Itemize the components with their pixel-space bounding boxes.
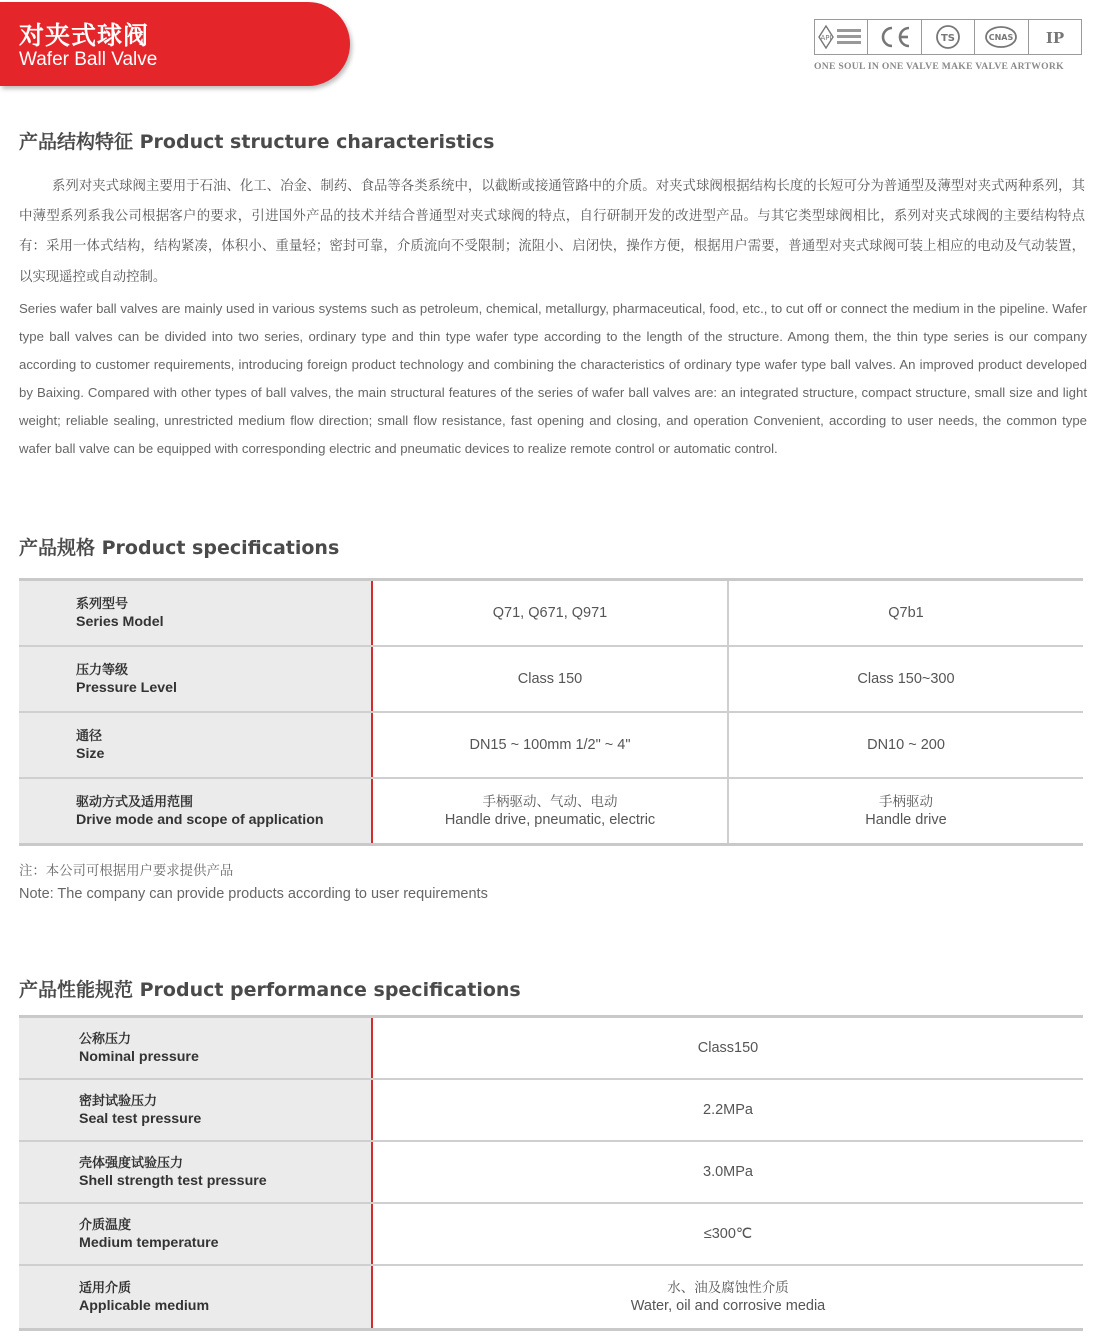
value-en: 2.2MPa [703, 1102, 753, 1118]
api-logo-text: API [820, 34, 832, 42]
value-cell [373, 581, 729, 645]
label-en: Size [76, 745, 105, 762]
value-cell [373, 1266, 1083, 1328]
label-cn: 密封试验压力 [79, 1093, 158, 1109]
value-en: ≤300℃ [703, 1226, 753, 1242]
value-cell [373, 1018, 1083, 1078]
label-cn: 公称压力 [79, 1031, 132, 1047]
row-label [19, 1204, 373, 1264]
performance-heading: 产品性能规范 Product performance specifications [19, 979, 521, 1001]
row-label [19, 1142, 373, 1202]
row-label [19, 581, 373, 645]
table-row [19, 581, 1083, 647]
specifications-table [19, 578, 1083, 846]
company-slogan: ONE SOUL IN ONE VALVE MAKE VALVE ARTWORK [814, 61, 1064, 72]
specifications-note [19, 861, 488, 905]
row-label [19, 713, 373, 777]
cnas-mark-text: CNAS [989, 33, 1014, 42]
value-en: Class150 [697, 1040, 759, 1056]
value-cn: 手柄驱动 [879, 794, 933, 810]
label-cn: 驱动方式及适用范围 [76, 794, 194, 810]
row-label [19, 1266, 373, 1328]
structure-paragraph-en: Series wafer ball valves are mainly used in various systems such as petroleum, chemical, metallurgy, pharmaceutical, food, etc., to cut off or connect the medium in the pipeline. Wafer type ball valves can be divided into two series, ordinary type and thin type wafer type according to the length of the structure. Among them, the thin type series is our company according to customer requirements, introducing foreign product technology and combining the characteristics of ordinary type wafer type ball valves. An improved product developed by Baixing. Compared with other types of ball valves, the main structural features of the series of wafer ball valves are: an integrated structure, compact structure, small size and light weight; reliable sealing, unrestricted medium flow direction; small flow resistance, fast opening and closing, and operation Convenient, according to user needs, the common type wafer ball valve can be equipped with corresponding electric and pneumatic devices to realize remote control or automatic control. [19, 301, 1087, 457]
table-row [19, 1018, 1083, 1080]
row-label [19, 1018, 373, 1078]
ts-mark-icon [922, 20, 975, 54]
label-en: Seal test pressure [79, 1110, 202, 1127]
label-cn: 系列型号 [76, 596, 129, 612]
label-cn: 介质温度 [79, 1217, 132, 1233]
label-cn: 适用介质 [79, 1280, 132, 1296]
ts-mark-text: TS [941, 33, 956, 44]
label-cn: 通径 [76, 728, 103, 744]
value-en: Q71, Q671, Q971 [492, 605, 608, 621]
row-label [19, 779, 373, 843]
value-en: Q7b1 [888, 605, 924, 621]
value-en: DN10 ~ 200 [867, 737, 945, 753]
ip-mark-text: IP [1045, 29, 1064, 47]
table-row [19, 1080, 1083, 1142]
table-row [19, 713, 1083, 779]
label-en: Medium temperature [79, 1234, 219, 1251]
note-cn: 注：本公司可根据用户要求提供产品 [19, 864, 234, 879]
label-en: Shell strength test pressure [79, 1172, 267, 1189]
label-en: Pressure Level [76, 679, 177, 696]
certification-strip [814, 19, 1082, 55]
value-en: Class 150 [517, 671, 583, 687]
value-cn: 水、油及腐蚀性介质 [667, 1280, 789, 1296]
table-row [19, 779, 1083, 843]
label-cn: 压力等级 [76, 662, 129, 678]
row-label [19, 1080, 373, 1140]
table-row [19, 1204, 1083, 1266]
value-en: Handle drive [865, 812, 947, 828]
label-en: Nominal pressure [79, 1048, 199, 1065]
table-row [19, 1266, 1083, 1328]
ce-mark-icon [868, 20, 921, 54]
value-cell [373, 1080, 1083, 1140]
table-row [19, 1142, 1083, 1204]
note-en: Note: The company can provide products according to user requirements [19, 886, 488, 902]
table-row [19, 647, 1083, 713]
label-en: Series Model [76, 613, 164, 630]
value-en: DN15 ~ 100mm 1/2" ~ 4" [469, 737, 631, 753]
label-en: Applicable medium [79, 1297, 210, 1314]
value-en: Class 150~300 [857, 671, 955, 687]
performance-table [19, 1015, 1083, 1331]
value-en: Handle drive, pneumatic, electric [444, 812, 656, 828]
ip-mark-icon [1029, 20, 1081, 54]
value-cell [373, 779, 729, 843]
value-cell [729, 581, 1083, 645]
structure-heading: 产品结构特征 Product structure characteristics [19, 131, 495, 153]
title-cn: 对夹式球阀 [19, 21, 150, 50]
value-cell [373, 1142, 1083, 1202]
cnas-mark-icon [975, 20, 1028, 54]
value-cell [373, 1204, 1083, 1264]
value-en: 3.0MPa [703, 1164, 753, 1180]
api-logo-icon [815, 20, 868, 54]
value-en: Water, oil and corrosive media [630, 1298, 826, 1314]
specifications-heading: 产品规格 Product specifications [19, 537, 340, 559]
value-cell [729, 647, 1083, 711]
structure-paragraph-cn: 系列对夹式球阀主要用于石油、化工、冶金、制药、食品等各类系统中，以截断或接通管路中的介质。对夹式球阀根据结构长度的长短可分为普通型及薄型对夹式两种系列，其中薄型系列系我公司根据客户的要求，引进国外产品的技术并结合普通型对夹式球阀的特点，自行研制开发的改进型产品。与其它类型球阀相比，系列对夹式球阀的主要结构特点有：采用一体式结构，结构紧凑，体积小、重量轻；密封可靠，介质流向不受限制；流阻小、启闭快，操作方便，根据用户需要，普通型对夹式球阀可装上相应的电动及气动装置，以实现遥控或自动控制。 [19, 179, 1085, 285]
title-banner [0, 2, 350, 86]
row-label [19, 647, 373, 711]
label-cn: 壳体强度试验压力 [79, 1155, 184, 1171]
label-en: Drive mode and scope of application [76, 811, 324, 828]
value-cell [373, 713, 729, 777]
value-cell [729, 779, 1083, 843]
title-en: Wafer Ball Valve [19, 49, 158, 70]
value-cell [729, 713, 1083, 777]
value-cn: 手柄驱动、气动、电动 [482, 794, 618, 810]
value-cell [373, 647, 729, 711]
